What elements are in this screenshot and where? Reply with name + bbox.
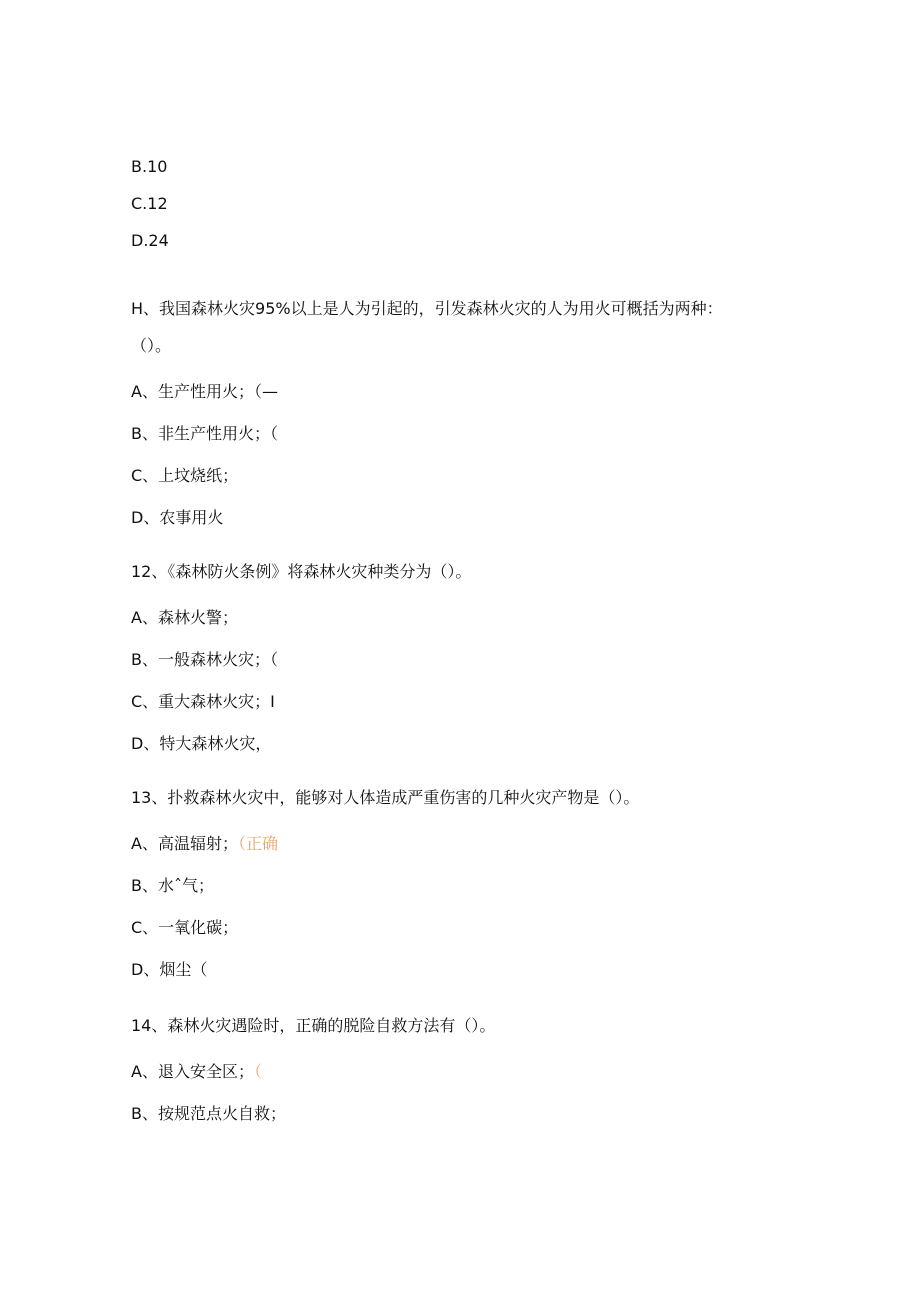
- option-d: D.24: [131, 231, 169, 250]
- answer-mark: （正确: [237, 834, 278, 853]
- question-12-stem: 12、《森林防火条例》将森林火灾种类分为（）。: [131, 562, 472, 581]
- question-13-stem: 13、扑救森林火灾中，能够对人体造成严重伤害的几种火灾产物是（）。: [131, 788, 640, 807]
- question-13-option-b: B、水ˆ气；: [131, 876, 214, 895]
- question-11-stem: H、我国森林火灾95%以上是人为引起的，引发森林火灾的人为用火可概括为两种：: [131, 299, 723, 318]
- question-14-stem: 14、森林火灾遇险时，正确的脱险自救方法有（）。: [131, 1016, 496, 1035]
- question-12-option-a: A、森林火警；: [131, 608, 238, 627]
- question-13-option-a-text: A、高温辐射；: [131, 834, 238, 853]
- question-11-option-d: D、农事用火: [131, 508, 224, 527]
- question-11-option-a: A、生产性用火；（—: [131, 382, 278, 401]
- question-14-option-a: [131, 1062, 262, 1082]
- question-11-option-c: C、上坟烧纸；: [131, 466, 239, 485]
- question-13-option-a: [131, 834, 278, 854]
- question-12-option-c: C、重大森林火灾；I: [131, 692, 275, 711]
- answer-mark: （: [253, 1062, 262, 1081]
- question-12-option-b: B、一般森林火灾；（: [131, 650, 278, 669]
- option-b: B.10: [131, 157, 168, 176]
- question-13-option-c: C、一氧化碳；: [131, 918, 239, 937]
- question-11-stem-cont: （）。: [131, 336, 172, 355]
- question-11-option-b: B、非生产性用火；（: [131, 424, 278, 443]
- option-c: C.12: [131, 194, 168, 213]
- question-14-option-a-text: A、退入安全区；: [131, 1062, 254, 1081]
- question-12-option-d: D、特大森林火灾，: [131, 734, 272, 753]
- question-13-option-d: D、烟尘（: [131, 960, 208, 979]
- question-14-option-b: B、按规范点火自救；: [131, 1104, 286, 1123]
